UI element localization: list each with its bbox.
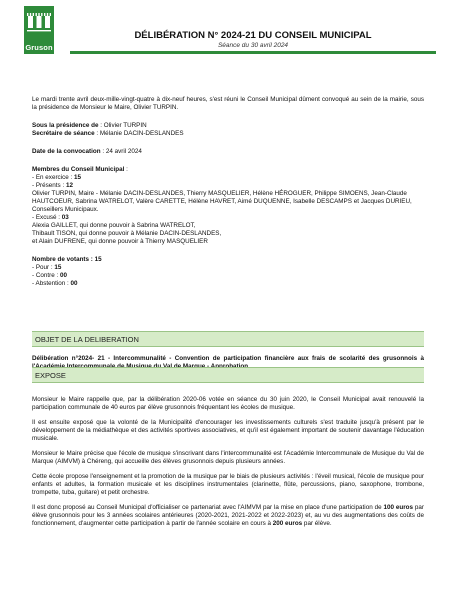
section-header-objet: OBJET DE LA DELIBERATION [32, 331, 424, 347]
presidence-line [32, 122, 424, 130]
presents-value: 12 [65, 182, 73, 189]
convocation-value: : 24 avril 2024 [100, 148, 142, 155]
section-header-expose: EXPOSE [32, 367, 424, 383]
membres-heading [32, 166, 424, 174]
secretaire-label: Secrétaire de séance [32, 130, 95, 137]
expose-paragraph [32, 504, 424, 528]
abstention-line [32, 280, 424, 288]
excuse-item: Thibault TISON, qui donne pouvoir à Mélanie DACIN-DESLANDES, [32, 230, 222, 237]
pour-line [32, 264, 424, 272]
contre-value: 00 [60, 272, 68, 279]
abstention-value: 00 [70, 280, 78, 287]
amount-current: 200 euros [272, 520, 303, 527]
excuses-line [32, 214, 424, 222]
membres-suffix: : [124, 166, 128, 173]
expose-paragraph: Monsieur le Maire rappelle que, par la délibération 2020-06 votée en séance du 30 juin 2020, le Conseil Municipal avait renouvelé la participation communale de 40 euros par élève grusonnois fréquentant les écoles de musique. [32, 396, 424, 411]
header-rule [70, 51, 436, 54]
presents-line [32, 182, 424, 190]
amount-past: 100 euros [383, 504, 413, 511]
abstention-label: - Abstention : [32, 280, 71, 287]
logo-text: Gruson [25, 43, 53, 52]
excuse-item: et Alain DUFRENE, qui donne pouvoir à Thierry MASQUELIER [32, 238, 208, 245]
en-exercice-label: - En exercice : [32, 174, 74, 181]
expose-paragraph: Il est ensuite exposé que la volonté de la Municipalité d'encourager les investissements culturels s'est traduite jusqu'à présent par le développement de la médiathèque et des activités sportives associatives, et qu'il est également important de soutenir davantage l'éducation musicale. [32, 419, 424, 442]
excuse-item: Alexia GAILLET, qui donne pouvoir à Sabrina WATRELOT, [32, 222, 196, 229]
contre-label: - Contre : [32, 272, 60, 279]
excuses-label: - Excusé : [32, 214, 62, 221]
session-date: Séance du 30 avril 2024 [217, 42, 289, 49]
expose-text: par élève grusonnois pour les 3 années scolaires antérieures (2020-2021, 2021-2022 et 2022-2023) et, au vu des augmentations des coûts de fonctionnement, d'augmenter cette participation à partir de l'année scolaire en cours à [32, 504, 424, 527]
deliberation-title: Délibération n°2024- 21 - Intercommunalité - Convention de participation financière aux frais de scolarité des grusonnois à [32, 355, 424, 362]
pour-value: 15 [54, 264, 62, 271]
en-exercice-line [32, 174, 424, 182]
en-exercice-value: 15 [74, 174, 82, 181]
secretaire-line [32, 130, 424, 138]
excuses-value: 03 [61, 214, 69, 221]
presents-list: Olivier TURPIN, Maire - Mélanie DACIN-DESLANDES, Thierry MASQUELIER, Hélène HÉROGUER, Philippe SIMOENS, Jean-Claude HAUTCOEUR, Sabrina WATRELOT, Valère CARETTE, Hélène HAVRET, Aimé DUQUENNE, Isabelle DESCAMPS et Jacques DURIEU, Conseillers Municipaux. [32, 190, 412, 213]
contre-line [32, 272, 424, 280]
towers-icon [24, 8, 54, 38]
intro-paragraph: Le mardi trente avril deux-mille-vingt-quatre à dix-neuf heures, s'est réuni le Conseil Municipal dûment convoqué au sein de la mairie, sous la présidence de Monsieur le Maire, Olivier TURPIN. [32, 96, 424, 111]
expose-text: Il est donc proposé au Conseil Municipal d'officialiser ce partenariat avec l'AIMVM par la mise en place d'une participation de [32, 504, 384, 511]
meeting-details [32, 96, 424, 288]
expose-body [32, 396, 424, 535]
convocation-label: Date de la convocation [32, 148, 101, 155]
presents-label: - Présents : [32, 182, 66, 189]
expose-paragraph: Monsieur le Maire précise que l'école de musique s'inscrivant dans l'intercommunalité est l'Académie Intercommunale de Musique du Val de Marque (AIMVM) à Chéreng, qui accueille des élèves grusonnois depuis plusieurs années. [32, 450, 424, 465]
convocation-line [32, 148, 424, 156]
votants-value: : 15 [89, 256, 102, 263]
votants-heading [32, 256, 424, 264]
presidence-value: : Olivier TURPIN [98, 122, 147, 129]
page-title: DÉLIBÉRATION N° 2024-21 DU CONSEIL MUNICIPAL [134, 30, 372, 41]
presidence-label: Sous la présidence de [32, 122, 99, 129]
secretaire-value: : Mélanie DACIN-DESLANDES [94, 130, 184, 137]
expose-paragraph: Cette école propose l'enseignement et la promotion de la musique par le biais de plusieurs activités : l'éveil musical, l'école de musique pour enfants et adultes, la formation musicale et les disciplines instrumentales (clarinette, flûte, percussions, piano, saxophone, trombone, trompette, tuba, guitare) et petit orchestre. [32, 473, 424, 496]
expose-text: par élève. [302, 520, 332, 527]
votants-label: Nombre de votants [32, 256, 90, 263]
pour-label: - Pour : [32, 264, 55, 271]
gruson-logo [24, 6, 54, 54]
membres-label: Membres du Conseil Municipal [32, 166, 125, 173]
